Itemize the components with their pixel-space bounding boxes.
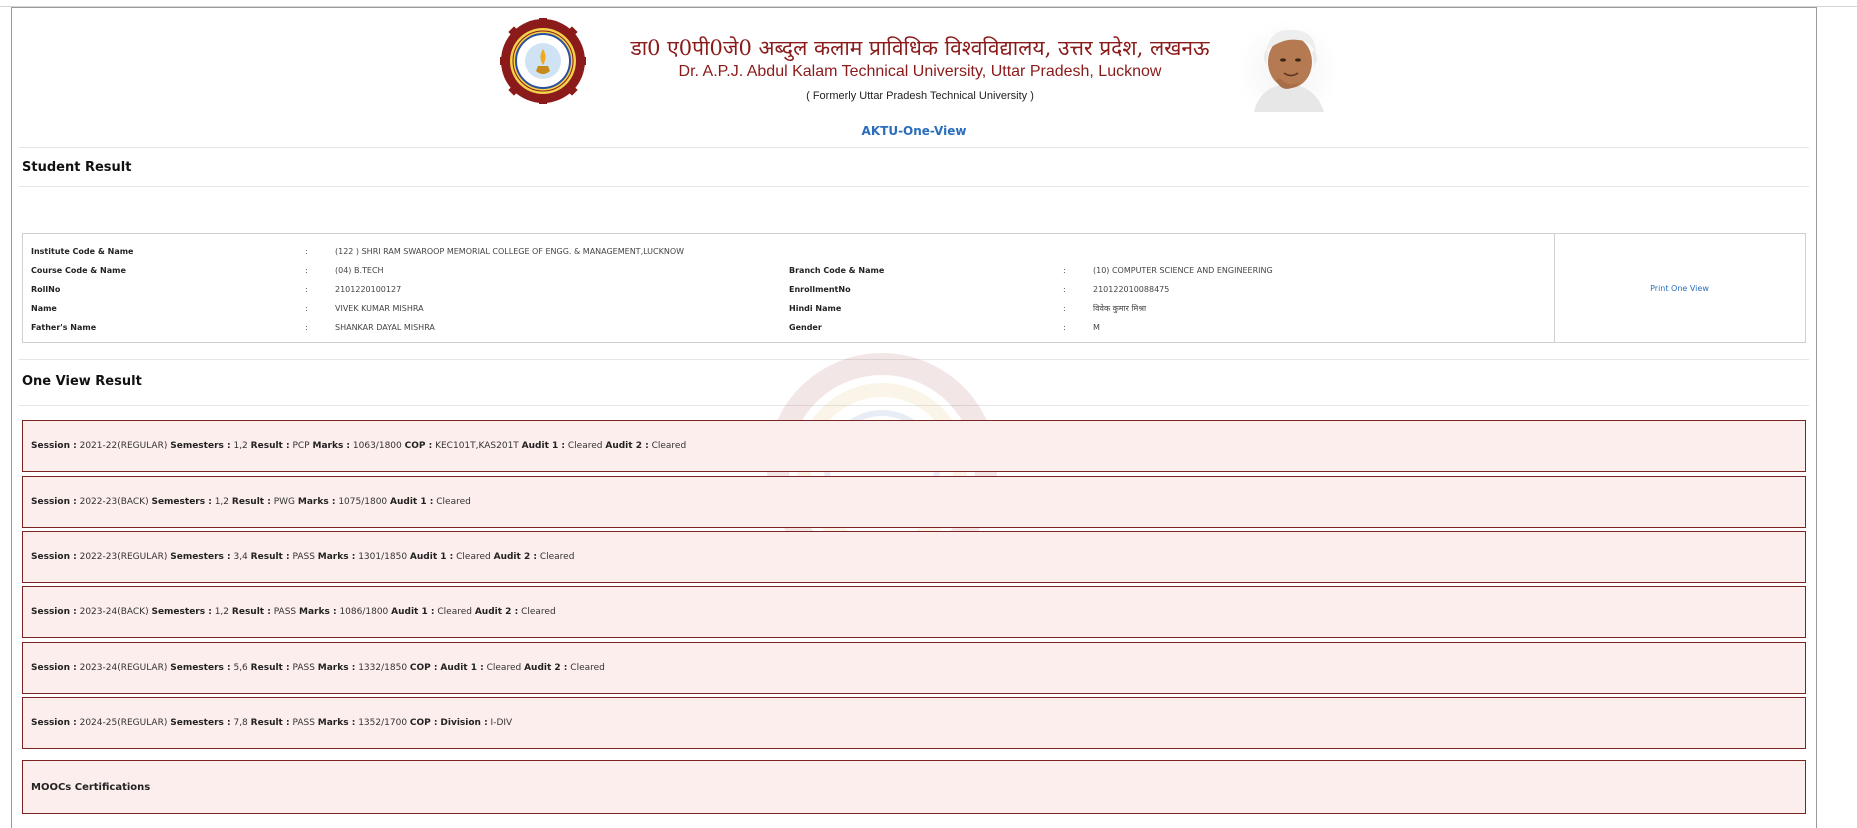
colon: : bbox=[305, 304, 308, 313]
audit2-value: Cleared bbox=[521, 607, 556, 617]
division-value: I-DIV bbox=[490, 718, 513, 728]
division-key: Division : bbox=[440, 718, 488, 728]
result-value: PASS bbox=[292, 663, 315, 673]
audit1-value: Cleared bbox=[437, 607, 472, 617]
colon: : bbox=[305, 323, 308, 332]
hindi-name-label: Hindi Name bbox=[789, 304, 842, 313]
hindi-name-value: विवेक कुमार मिश्रा bbox=[1093, 304, 1147, 313]
course-label: Course Code & Name bbox=[31, 266, 126, 275]
audit1-value: Cleared bbox=[486, 663, 522, 673]
audit1-key: Audit 1 : bbox=[440, 663, 484, 673]
divider bbox=[19, 147, 1809, 148]
result-value: PCP bbox=[292, 441, 310, 451]
audit1-key: Audit 1 : bbox=[409, 552, 454, 562]
colon: : bbox=[1063, 323, 1066, 332]
student-info-table bbox=[22, 233, 1806, 343]
result-value: PWG bbox=[273, 497, 296, 507]
session-key: Session : bbox=[31, 497, 77, 507]
marks-value: 1086/1800 bbox=[339, 607, 389, 617]
gender-label: Gender bbox=[789, 323, 822, 332]
aktu-one-view-link[interactable]: AKTU-One-View bbox=[861, 124, 967, 138]
session-row bbox=[22, 697, 1806, 749]
father-name-label: Father's Name bbox=[31, 323, 97, 332]
audit1-key: Audit 1 : bbox=[521, 441, 566, 451]
audit2-key: Audit 2 : bbox=[493, 552, 537, 562]
university-title-english: Dr. A.P.J. Abdul Kalam Technical University, Uttar Pradesh, Lucknow bbox=[678, 63, 1162, 80]
session-row bbox=[22, 420, 1806, 472]
session-value: 2023-24(BACK) bbox=[79, 607, 149, 617]
cop-key: COP : bbox=[404, 441, 433, 451]
audit1-value: Cleared bbox=[456, 552, 491, 562]
institute-label: Institute Code & Name bbox=[31, 247, 134, 256]
colon: : bbox=[1063, 266, 1066, 275]
audit2-key: Audit 2 : bbox=[474, 607, 519, 617]
name-label: Name bbox=[31, 304, 57, 313]
session-row bbox=[22, 476, 1806, 528]
semesters-value: 7,8 bbox=[233, 718, 248, 728]
cop-key: COP : bbox=[409, 663, 438, 673]
divider bbox=[19, 186, 1809, 187]
semesters-key: Semesters : bbox=[170, 441, 231, 451]
moocs-heading: MOOCs Certifications bbox=[31, 781, 151, 793]
result-key: Result : bbox=[231, 497, 271, 507]
university-header bbox=[12, 8, 1816, 138]
marks-key: Marks : bbox=[299, 607, 337, 617]
session-key: Session : bbox=[31, 552, 77, 562]
gender-value: M bbox=[1093, 323, 1100, 332]
dr-kalam-portrait bbox=[1240, 20, 1336, 112]
session-key: Session : bbox=[31, 441, 77, 451]
audit1-key: Audit 1 : bbox=[391, 607, 435, 617]
marks-key: Marks : bbox=[317, 552, 356, 562]
marks-value: 1075/1800 bbox=[338, 497, 388, 507]
semesters-value: 5,6 bbox=[233, 663, 248, 673]
marks-key: Marks : bbox=[312, 441, 351, 451]
enrollment-value: 210122010088475 bbox=[1093, 285, 1170, 294]
session-key: Session : bbox=[31, 607, 77, 617]
session-value: 2022-23(REGULAR) bbox=[79, 552, 168, 562]
semesters-value: 3,4 bbox=[233, 552, 248, 562]
semesters-key: Semesters : bbox=[151, 497, 212, 507]
result-value: PASS bbox=[292, 718, 315, 728]
marks-key: Marks : bbox=[297, 497, 336, 507]
semesters-key: Semesters : bbox=[170, 718, 231, 728]
marks-value: 1352/1700 bbox=[358, 718, 408, 728]
university-seal-icon bbox=[500, 18, 586, 104]
session-value: 2022-23(BACK) bbox=[79, 497, 149, 507]
session-row bbox=[22, 642, 1806, 694]
semesters-key: Semesters : bbox=[170, 663, 231, 673]
institute-value: (122 ) SHRI RAM SWAROOP MEMORIAL COLLEGE OF ENGG. & MANAGEMENT,LUCKNOW bbox=[335, 247, 685, 256]
university-title-hindi: डा0 ए0पी0जे0 अब्दुल कलाम प्राविधिक विश्वविद्यालय, उत्तर प्रदेश, लखनऊ bbox=[630, 36, 1210, 60]
session-key: Session : bbox=[31, 663, 77, 673]
session-row bbox=[22, 586, 1806, 638]
result-key: Result : bbox=[250, 718, 290, 728]
result-value: PASS bbox=[273, 607, 297, 617]
audit2-value: Cleared bbox=[570, 663, 605, 673]
cop-key: COP : bbox=[409, 718, 438, 728]
result-key: Result : bbox=[250, 441, 290, 451]
page-frame bbox=[11, 7, 1817, 828]
audit1-value: Cleared bbox=[567, 441, 603, 451]
print-one-view-link[interactable]: Print One View bbox=[1650, 284, 1709, 293]
semesters-key: Semesters : bbox=[151, 607, 212, 617]
father-name-value: SHANKAR DAYAL MISHRA bbox=[335, 323, 435, 332]
audit2-key: Audit 2 : bbox=[524, 663, 568, 673]
formerly-name: ( Formerly Uttar Pradesh Technical University ) bbox=[806, 90, 1034, 102]
moocs-certifications-panel[interactable] bbox=[22, 760, 1806, 814]
semesters-value: 1,2 bbox=[214, 497, 230, 507]
audit2-value: Cleared bbox=[539, 552, 575, 562]
result-key: Result : bbox=[250, 663, 290, 673]
branch-value: (10) COMPUTER SCIENCE AND ENGINEERING bbox=[1093, 266, 1273, 275]
result-key: Result : bbox=[250, 552, 290, 562]
result-value: PASS bbox=[292, 552, 315, 562]
semesters-value: 1,2 bbox=[214, 607, 230, 617]
colon: : bbox=[305, 247, 308, 256]
marks-value: 1063/1800 bbox=[352, 441, 402, 451]
rollno-label: RollNo bbox=[31, 285, 61, 294]
session-key: Session : bbox=[31, 718, 77, 728]
audit1-value: Cleared bbox=[436, 497, 471, 507]
audit2-value: Cleared bbox=[651, 441, 687, 451]
marks-value: 1332/1850 bbox=[358, 663, 408, 673]
session-value: 2024-25(REGULAR) bbox=[79, 718, 168, 728]
colon: : bbox=[305, 266, 308, 275]
rollno-value: 2101220100127 bbox=[335, 285, 402, 294]
course-value: (04) B.TECH bbox=[335, 266, 384, 275]
session-value: 2021-22(REGULAR) bbox=[79, 441, 168, 451]
name-value: VIVEK KUMAR MISHRA bbox=[335, 304, 424, 313]
student-result-heading: Student Result bbox=[22, 160, 132, 175]
marks-key: Marks : bbox=[317, 663, 356, 673]
colon: : bbox=[1063, 304, 1066, 313]
enrollment-label: EnrollmentNo bbox=[789, 285, 851, 294]
cop-value: KEC101T,KAS201T bbox=[435, 441, 519, 451]
one-view-result-heading: One View Result bbox=[22, 374, 142, 389]
colon: : bbox=[305, 285, 308, 294]
semesters-value: 1,2 bbox=[233, 441, 248, 451]
result-key: Result : bbox=[231, 607, 271, 617]
branch-label: Branch Code & Name bbox=[789, 266, 885, 275]
audit1-key: Audit 1 : bbox=[390, 497, 434, 507]
semesters-key: Semesters : bbox=[170, 552, 231, 562]
audit2-key: Audit 2 : bbox=[605, 441, 649, 451]
session-row bbox=[22, 531, 1806, 583]
marks-key: Marks : bbox=[317, 718, 356, 728]
marks-value: 1301/1850 bbox=[358, 552, 408, 562]
colon: : bbox=[1063, 285, 1066, 294]
session-value: 2023-24(REGULAR) bbox=[79, 663, 168, 673]
